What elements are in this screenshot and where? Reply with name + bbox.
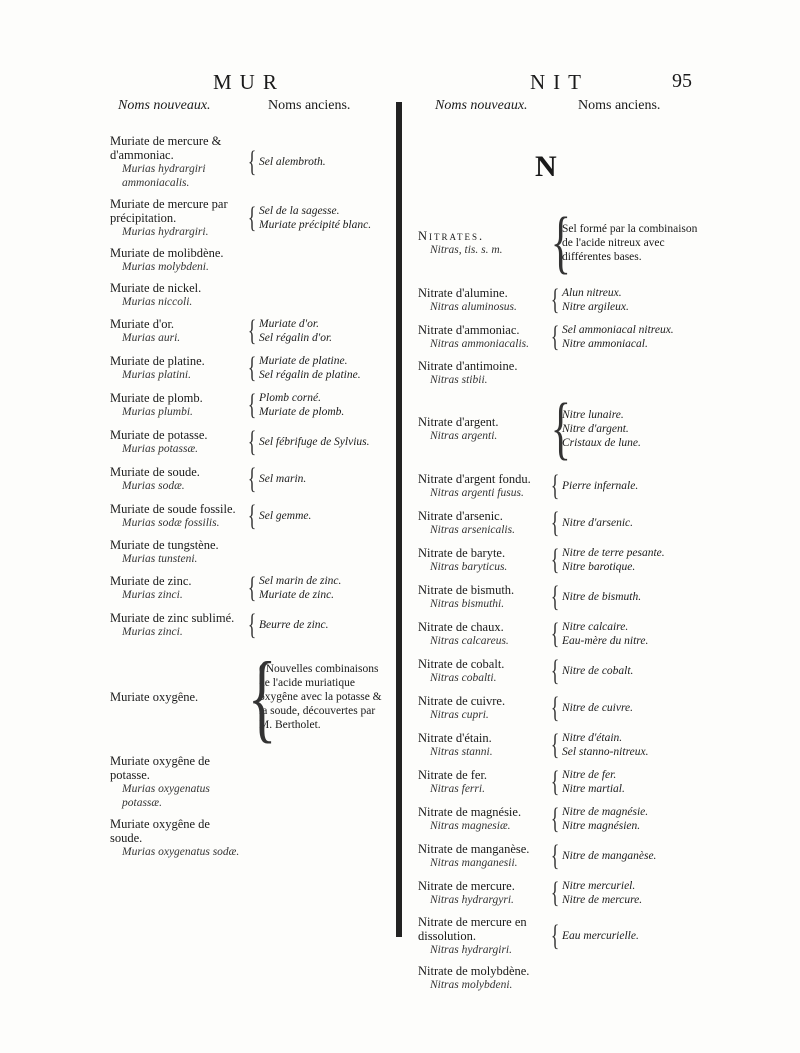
french-name: Nitrate de bismuth. [418, 583, 515, 597]
old-name: Sel marin. [259, 473, 307, 485]
old-name: Sel régalin de platine. [259, 369, 361, 381]
dictionary-entry [110, 610, 390, 640]
brace-icon: { [247, 462, 257, 495]
old-names [259, 472, 390, 486]
new-name [418, 694, 548, 722]
old-name: Sel régalin d'or. [259, 332, 333, 344]
french-name: Muriate de potasse. [110, 428, 208, 442]
brace-icon: { [550, 839, 560, 872]
brace-icon: { [550, 919, 560, 952]
latin-name: Murias niccoli. [122, 296, 193, 308]
page-number: 95 [672, 70, 692, 92]
old-names [562, 222, 708, 264]
dictionary-entry [110, 641, 390, 752]
latin-name: Murias auri. [122, 332, 181, 344]
dictionary-entry [110, 754, 390, 810]
old-names [562, 516, 708, 530]
latin-name: Nitras, tis. s. m. [430, 244, 503, 256]
old-name: Nitre magnésien. [562, 820, 641, 832]
french-name: Muriate de tungstène. [110, 538, 219, 552]
old-names [259, 618, 390, 632]
brace-icon: { [247, 608, 257, 641]
new-name [110, 754, 245, 810]
old-names [562, 590, 708, 604]
dictionary-entry [418, 915, 708, 957]
brace-icon: { [247, 388, 257, 421]
old-names [259, 509, 390, 523]
new-name [418, 879, 548, 907]
latin-name: Nitras ferri. [430, 783, 485, 795]
brace-icon: { [550, 204, 571, 281]
latin-name: Murias zinci. [122, 589, 183, 601]
latin-name: Nitras ammoniacalis. [430, 338, 530, 350]
french-name: Nitrate de mercure. [418, 879, 515, 893]
dictionary-entry [110, 817, 390, 859]
latin-name: Murias platini. [122, 369, 192, 381]
latin-name: Nitras aluminosus. [430, 301, 517, 313]
brace-icon: { [550, 506, 560, 539]
new-name [110, 538, 245, 566]
old-names [562, 620, 708, 648]
french-name: Nitrate de cobalt. [418, 657, 505, 671]
brace-icon: { [247, 314, 257, 347]
latin-name: Murias hydrargiri ammoniacalis. [122, 163, 206, 189]
french-name: Muriate de nickel. [110, 281, 202, 295]
french-name: Muriate oxygêne. [110, 690, 199, 704]
dictionary-entry [418, 693, 708, 723]
new-name [110, 502, 245, 530]
new-name [418, 805, 548, 833]
brace-icon: { [550, 876, 560, 909]
french-name: Nitrate de fer. [418, 768, 488, 782]
old-names [259, 204, 390, 232]
latin-name: Nitras cobalti. [430, 672, 497, 684]
old-names [562, 546, 708, 574]
brace-icon: { [550, 580, 560, 613]
dictionary-entry [110, 246, 390, 274]
french-name: Muriate de zinc. [110, 574, 192, 588]
old-name: Nitre martial. [562, 783, 625, 795]
new-name [418, 359, 548, 387]
latin-name: Nitras hydrargyri. [430, 894, 514, 906]
old-name: Nitre barotique. [562, 561, 636, 573]
new-name [418, 620, 548, 648]
french-name: Nitrate d'alumine. [418, 286, 508, 300]
new-name [418, 583, 548, 611]
dictionary-entry [418, 964, 708, 992]
brace-icon: { [247, 499, 257, 532]
latin-name: Nitras manganesii. [430, 857, 518, 869]
dictionary-entry [418, 841, 708, 871]
french-name: Nitrate d'argent. [418, 415, 499, 429]
old-names [562, 701, 708, 715]
dictionary-entry [418, 390, 708, 467]
french-name: Muriate d'or. [110, 317, 175, 331]
latin-name: Nitras molybdeni. [430, 979, 513, 991]
dictionary-entry [110, 390, 390, 420]
dictionary-entry [418, 619, 708, 649]
french-name: Muriate de soude. [110, 465, 200, 479]
old-name: Nitre de cobalt. [562, 665, 634, 677]
old-names [562, 323, 708, 351]
new-name [418, 546, 548, 574]
dictionary-entry [110, 464, 390, 494]
old-name: Nitre de manganèse. [562, 850, 657, 862]
latin-name: Nitras cupri. [430, 709, 489, 721]
french-name: Muriate de mercure & d'ammoniac. [110, 134, 222, 162]
french-name: Nitrate de magnésie. [418, 805, 522, 819]
latin-name: Murias sodæ fossilis. [122, 517, 220, 529]
old-name: Nitre ammoniacal. [562, 338, 648, 350]
french-name: Nitrate d'arsenic. [418, 509, 503, 523]
latin-name: Nitras arsenicalis. [430, 524, 515, 536]
old-name: Nitre mercuriel. [562, 880, 636, 892]
latin-name: Murias zinci. [122, 626, 183, 638]
old-names [259, 391, 390, 419]
column-divider [396, 102, 402, 937]
brace-icon: { [247, 351, 257, 384]
brace-icon: { [247, 641, 277, 752]
latin-name: Murias oxygenatus sodæ. [122, 846, 240, 858]
old-name: Nitre de magnésie. [562, 806, 649, 818]
new-name [418, 964, 548, 992]
left-col-header-new: Noms nouveaux. [118, 98, 211, 113]
new-name [418, 768, 548, 796]
brace-icon: { [550, 691, 560, 724]
latin-name: Murias potassæ. [122, 443, 199, 455]
old-names [562, 731, 708, 759]
old-names [562, 286, 708, 314]
french-name: Muriate de zinc sublimé. [110, 611, 235, 625]
dictionary-entry [418, 804, 708, 834]
dictionary-entry [110, 501, 390, 531]
old-name: Beurre de zinc. [259, 619, 329, 631]
latin-name: Nitras bismuthi. [430, 598, 505, 610]
old-name: Sel alembroth. [259, 156, 326, 168]
brace-icon: { [550, 469, 560, 502]
brace-icon: { [550, 283, 560, 316]
brace-icon: { [550, 654, 560, 687]
old-name: Eau mercurielle. [562, 930, 639, 942]
brace-icon: { [550, 765, 560, 798]
new-name [110, 574, 245, 602]
dictionary-entry [418, 545, 708, 575]
french-name: Nitrate de baryte. [418, 546, 506, 560]
old-name: Nitre d'étain. [562, 732, 623, 744]
old-name: Cristaux de lune. [562, 437, 641, 449]
french-name: Muriate de plomb. [110, 391, 203, 405]
running-head-right: NIT [530, 70, 589, 94]
right-col-header-new: Noms nouveaux. [435, 98, 528, 113]
brace-icon: { [550, 320, 560, 353]
dictionary-entry [418, 204, 708, 281]
latin-name: Murias sodæ. [122, 480, 185, 492]
old-name: Muriate de plomb. [259, 406, 345, 418]
old-name: Sel gemme. [259, 510, 312, 522]
new-name [418, 915, 548, 957]
brace-icon: { [550, 802, 560, 835]
dictionary-entry [418, 656, 708, 686]
french-name: Nitrate de manganèse. [418, 842, 530, 856]
french-name: Nitrates. [418, 229, 485, 243]
new-name [418, 731, 548, 759]
dictionary-entry [110, 316, 390, 346]
old-name: Nitre de mercure. [562, 894, 643, 906]
new-name [110, 354, 245, 382]
latin-name: Murias hydrargiri. [122, 226, 209, 238]
brace-icon: { [247, 571, 257, 604]
old-names [562, 664, 708, 678]
new-name [110, 317, 245, 345]
old-name: Muriate précipité blanc. [259, 219, 372, 231]
old-name: Nitre lunaire. [562, 409, 624, 421]
latin-name: Murias plumbi. [122, 406, 193, 418]
old-name: Pierre infernale. [562, 480, 639, 492]
latin-name: Nitras stibii. [430, 374, 488, 386]
old-name: Plomb corné. [259, 392, 321, 404]
latin-name: Nitras magnesiæ. [430, 820, 511, 832]
brace-icon: { [247, 145, 257, 178]
old-name: Nitre d'argent. [562, 423, 629, 435]
dictionary-entry [110, 538, 390, 566]
brace-icon: { [247, 201, 257, 234]
old-names [562, 879, 708, 907]
new-name [110, 134, 245, 190]
french-name: Muriate de mercure par précipitation. [110, 197, 228, 225]
french-name: Nitrate de molybdène. [418, 964, 530, 978]
new-name [110, 246, 245, 274]
old-name: Nitre de bismuth. [562, 591, 642, 603]
new-name [110, 611, 245, 639]
french-name: Muriate oxygêne de soude. [110, 817, 210, 845]
old-name: Muriate de zinc. [259, 589, 335, 601]
old-names [259, 435, 390, 449]
french-name: Nitrate d'argent fondu. [418, 472, 531, 486]
section-letter: N [535, 150, 557, 183]
old-names [259, 155, 390, 169]
dictionary-entry [110, 197, 390, 239]
new-name [418, 842, 548, 870]
french-name: Nitrate d'étain. [418, 731, 492, 745]
old-names [259, 662, 390, 732]
new-name [418, 286, 548, 314]
dictionary-entry [110, 427, 390, 457]
old-names [259, 574, 390, 602]
latin-name: Nitras baryticus. [430, 561, 508, 573]
right-col-header-old: Noms anciens. [578, 98, 661, 113]
old-name: Nitre argileux. [562, 301, 629, 313]
french-name: Nitrate de cuivre. [418, 694, 506, 708]
new-name [418, 657, 548, 685]
new-name [418, 415, 548, 443]
new-name [110, 465, 245, 493]
old-name: Nitre d'arsenic. [562, 517, 634, 529]
old-name: Sel de la sagesse. [259, 205, 340, 217]
brace-icon: { [550, 728, 560, 761]
new-name [418, 323, 548, 351]
latin-name: Murias molybdeni. [122, 261, 209, 273]
french-name: Muriate oxygêne de potasse. [110, 754, 210, 782]
new-name [110, 428, 245, 456]
latin-name: Nitras stanni. [430, 746, 493, 758]
new-name [418, 509, 548, 537]
left-column [110, 134, 390, 866]
french-name: Nitrate de mercure en dissolution. [418, 915, 527, 943]
old-name: Sel formé par la combinaison de l'acide nitreux avec différentes bases. [562, 223, 698, 263]
brace-icon: { [550, 543, 560, 576]
old-names [562, 929, 708, 943]
brace-icon: { [247, 425, 257, 458]
old-name: Sel ammoniacal nitreux. [562, 324, 674, 336]
brace-icon: { [550, 390, 571, 467]
new-name [418, 229, 548, 257]
old-name: Nitre de fer. [562, 769, 617, 781]
old-name: Muriate d'or. [259, 318, 319, 330]
french-name: Nitrate de chaux. [418, 620, 504, 634]
new-name [110, 391, 245, 419]
latin-name: Nitras calcareus. [430, 635, 509, 647]
french-name: Nitrate d'antimoine. [418, 359, 518, 373]
old-names [562, 408, 708, 450]
dictionary-entry [110, 134, 390, 190]
dictionary-entry [418, 359, 708, 387]
old-name: ( Nouvelles combinaisons de l'acide muriatique oxygêne avec la potasse & la soude, découvertes par M. Bertholet. [259, 663, 382, 731]
dictionary-entry [418, 285, 708, 315]
dictionary-entry [418, 730, 708, 760]
old-names [562, 479, 708, 493]
latin-name: Nitras argenti. [430, 430, 498, 442]
old-name: Sel marin de zinc. [259, 575, 342, 587]
old-name: Nitre de terre pesante. [562, 547, 665, 559]
new-name [418, 472, 548, 500]
latin-name: Nitras hydrargiri. [430, 944, 513, 956]
new-name [110, 817, 245, 859]
latin-name: Murias tunsteni. [122, 553, 198, 565]
latin-name: Nitras argenti fusus. [430, 487, 524, 499]
left-col-header-old: Noms anciens. [268, 98, 351, 113]
old-names [259, 354, 390, 382]
new-name [110, 281, 245, 309]
french-name: Nitrate d'ammoniac. [418, 323, 520, 337]
old-names [562, 768, 708, 796]
new-name [110, 197, 245, 239]
dictionary-entry [418, 322, 708, 352]
dictionary-entry [110, 573, 390, 603]
brace-icon: { [550, 617, 560, 650]
dictionary-entry [110, 353, 390, 383]
new-name [110, 690, 245, 704]
old-names [562, 849, 708, 863]
old-name: Muriate de platine. [259, 355, 348, 367]
old-name: Alun nitreux. [562, 287, 622, 299]
right-column [418, 204, 708, 999]
old-names [562, 805, 708, 833]
old-name: Eau-mère du nitre. [562, 635, 649, 647]
dictionary-entry [418, 878, 708, 908]
french-name: Muriate de molibdène. [110, 246, 224, 260]
old-name: Sel fébrifuge de Sylvius. [259, 436, 370, 448]
old-name: Nitre de cuivre. [562, 702, 633, 714]
old-names [259, 317, 390, 345]
old-name: Sel stanno-nitreux. [562, 746, 649, 758]
dictionary-entry [418, 471, 708, 501]
dictionary-entry [418, 767, 708, 797]
dictionary-entry [418, 582, 708, 612]
latin-name: Murias oxygenatus potassæ. [122, 783, 210, 809]
dictionary-entry [418, 508, 708, 538]
running-head-left: MUR [213, 70, 285, 94]
french-name: Muriate de platine. [110, 354, 205, 368]
french-name: Muriate de soude fossile. [110, 502, 236, 516]
dictionary-entry [110, 281, 390, 309]
old-name: Nitre calcaire. [562, 621, 629, 633]
